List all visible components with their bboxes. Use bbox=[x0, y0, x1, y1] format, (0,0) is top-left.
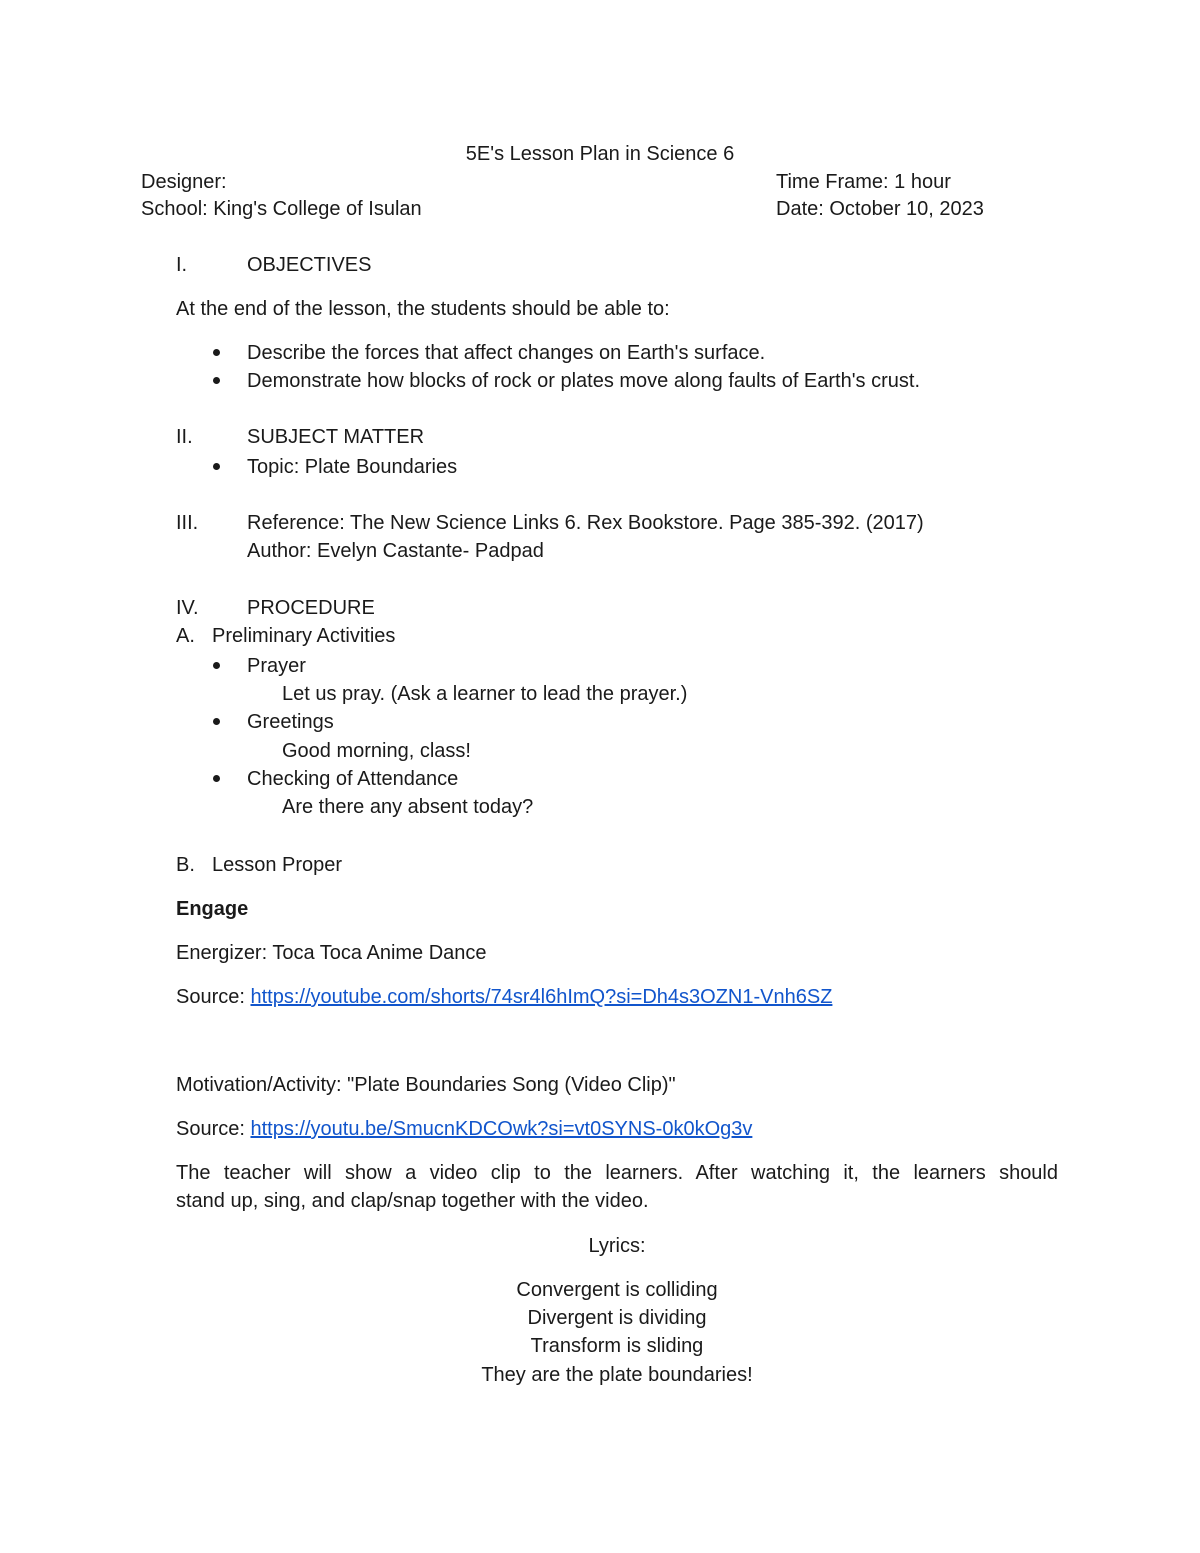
time-frame-label: Time Frame: 1 hour bbox=[776, 171, 951, 193]
section-heading-objectives: OBJECTIVES bbox=[247, 254, 372, 276]
designer-label: Designer: bbox=[141, 171, 227, 193]
instructions-paragraph bbox=[176, 1159, 1058, 1215]
objective-item: Demonstrate how blocks of rock or plates move along faults of Earth's crust. bbox=[247, 370, 921, 392]
lyrics-label: Lyrics: bbox=[588, 1235, 646, 1257]
reference-author: Author: Evelyn Castante- Padpad bbox=[247, 540, 544, 562]
instructions-line: The teacher will show a video clip to the learners. After watching it, the learners should bbox=[176, 1162, 1058, 1184]
energizer-text: Energizer: Toca Toca Anime Dance bbox=[176, 942, 487, 964]
bullet-icon bbox=[213, 377, 220, 384]
motivation-text: Motivation/Activity: "Plate Boundaries Song (Video Clip)" bbox=[176, 1074, 676, 1096]
energizer-source-link[interactable]: https://youtube.com/shorts/74sr4l6hImQ?si=Dh4s3OZN1-Vnh6SZ bbox=[250, 986, 833, 1008]
section-heading-subject: SUBJECT MATTER bbox=[247, 426, 425, 448]
lesson-proper-letter: B. bbox=[176, 854, 195, 876]
activity-detail: Good morning, class! bbox=[282, 740, 471, 762]
bullet-icon bbox=[213, 662, 220, 669]
lyrics-line: Divergent is dividing bbox=[527, 1307, 707, 1329]
section-numeral-procedure: IV. bbox=[176, 597, 199, 619]
activity-detail: Are there any absent today? bbox=[282, 796, 534, 818]
source-label: Source: bbox=[176, 986, 251, 1008]
source-line-2 bbox=[176, 1117, 752, 1141]
source-line-1 bbox=[176, 985, 832, 1009]
section-numeral-objectives: I. bbox=[176, 254, 188, 276]
activity-title: Checking of Attendance bbox=[247, 768, 459, 790]
school-label: School: King's College of Isulan bbox=[141, 198, 422, 220]
section-numeral-subject: II. bbox=[176, 426, 193, 448]
source-label: Source: bbox=[176, 1118, 251, 1140]
preliminary-label: Preliminary Activities bbox=[212, 625, 396, 647]
date-label: Date: October 10, 2023 bbox=[776, 198, 984, 220]
topic-item: Topic: Plate Boundaries bbox=[247, 456, 458, 478]
document-title: 5E's Lesson Plan in Science 6 bbox=[465, 143, 735, 165]
bullet-icon bbox=[213, 349, 220, 356]
activity-title: Greetings bbox=[247, 711, 334, 733]
objectives-intro: At the end of the lesson, the students should be able to: bbox=[176, 298, 670, 320]
bullet-icon bbox=[213, 463, 220, 470]
preliminary-letter: A. bbox=[176, 625, 195, 647]
lyrics-line: Transform is sliding bbox=[530, 1335, 704, 1357]
section-numeral-reference: III. bbox=[176, 512, 199, 534]
activity-title: Prayer bbox=[247, 655, 306, 677]
reference-text: Reference: The New Science Links 6. Rex Bookstore. Page 385-392. (2017) bbox=[247, 512, 924, 534]
bullet-icon bbox=[213, 718, 220, 725]
activity-detail: Let us pray. (Ask a learner to lead the prayer.) bbox=[282, 683, 688, 705]
engage-heading: Engage bbox=[176, 898, 249, 920]
lesson-proper-label: Lesson Proper bbox=[212, 854, 343, 876]
instructions-line: stand up, sing, and clap/snap together with the video. bbox=[176, 1190, 649, 1212]
song-source-link[interactable]: https://youtu.be/SmucnKDCOwk?si=vt0SYNS-0k0kOg3v bbox=[250, 1118, 753, 1140]
lyrics-line: Convergent is colliding bbox=[516, 1279, 718, 1301]
objective-item: Describe the forces that affect changes on Earth's surface. bbox=[247, 342, 766, 364]
bullet-icon bbox=[213, 775, 220, 782]
lyrics-line: They are the plate boundaries! bbox=[481, 1364, 753, 1386]
section-heading-procedure: PROCEDURE bbox=[247, 597, 375, 619]
